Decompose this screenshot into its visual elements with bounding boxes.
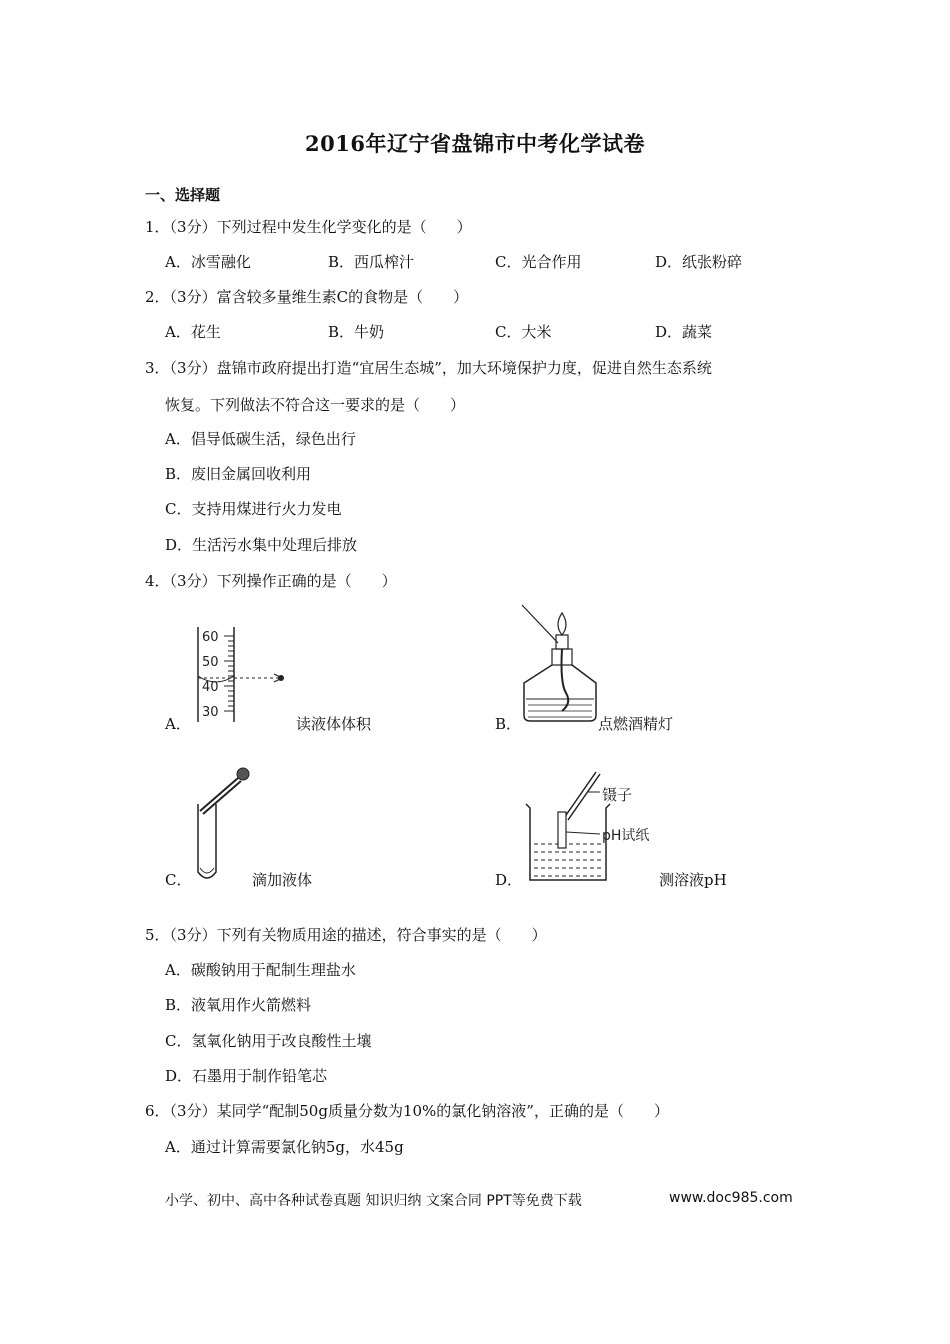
question-2-option-c: C．大米 (495, 323, 552, 341)
figure-c-letter: C． (165, 871, 192, 889)
question-2-option-b: B．牛奶 (328, 323, 385, 341)
question-3-option-d: D．生活污水集中处理后排放 (165, 536, 358, 554)
scale-label-60: 60 (202, 630, 219, 645)
question-2-option-a: A．花生 (165, 323, 221, 341)
figure-b-caption: 点燃酒精灯 (598, 715, 674, 733)
footer-link[interactable]: www.doc985.com (669, 1190, 793, 1206)
figure-a-caption: 读液体体积 (296, 715, 372, 733)
scale-label-40: 40 (202, 680, 219, 695)
graduated-cylinder-figure (188, 622, 298, 730)
figure-b-letter: B． (495, 715, 522, 733)
ph-paper-label: pH试纸 (602, 828, 650, 844)
page-title: 2016年辽宁省盘锦市中考化学试卷 (305, 131, 645, 156)
question-5-stem: 5．（3分）下列有关物质用途的描述，符合事实的是（ ） (145, 926, 547, 944)
question-5-option-b: B．液氧用作火箭燃料 (165, 996, 312, 1014)
question-1-option-c: C．光合作用 (495, 253, 582, 271)
tweezers-label: 镊子 (602, 786, 633, 804)
scale-label-30: 30 (202, 705, 219, 720)
question-5-option-d: D．石墨用于制作铅笔芯 (165, 1067, 328, 1085)
question-5-option-c: C．氢氧化钠用于改良酸性土壤 (165, 1032, 372, 1050)
figure-d-caption: 测溶液pH (659, 871, 727, 889)
question-3-stem: 3．（3分）盘锦市政府提出打造“宜居生态城”，加大环境保护力度，促进自然生态系统 (145, 359, 712, 377)
dropper-test-tube-figure (190, 764, 260, 889)
question-2-option-d: D．蔬菜 (655, 323, 713, 341)
question-6-stem: 6．（3分）某同学“配制50g质量分数为10%的氯化钠溶液”，正确的是（ ） (145, 1102, 669, 1120)
question-3-option-b: B．废旧金属回收利用 (165, 465, 312, 483)
figure-a-letter: A． (165, 715, 191, 733)
question-1-option-d: D．纸张粉碎 (655, 253, 743, 271)
figure-c-caption: 滴加液体 (252, 871, 313, 889)
scale-label-50: 50 (202, 655, 219, 670)
question-3-stem-continued: 恢复。下列做法不符合这一要求的是（ ） (165, 396, 466, 414)
beaker-ph-paper-figure (520, 768, 660, 886)
section-heading: 一、选择题 (145, 186, 221, 204)
footer-text: 小学、初中、高中各种试卷真题 知识归纳 文案合同 PPT等免费下载 (165, 1193, 582, 1209)
figure-d-letter: D． (495, 871, 523, 889)
question-1-option-a: A．冰雪融化 (165, 253, 251, 271)
question-3-option-a: A．倡导低碳生活，绿色出行 (165, 430, 356, 448)
question-1-option-b: B．西瓜榨汁 (328, 253, 415, 271)
question-6-option-a: A．通过计算需要氯化钠5g，水45g (165, 1138, 404, 1156)
alcohol-lamp-figure (518, 603, 598, 728)
question-2-stem: 2．（3分）富含较多量维生素C的食物是（ ） (145, 288, 469, 306)
question-4-stem: 4．（3分）下列操作正确的是（ ） (145, 572, 397, 590)
question-5-option-a: A．碳酸钠用于配制生理盐水 (165, 961, 356, 979)
question-3-option-c: C．支持用煤进行火力发电 (165, 500, 342, 518)
question-1-stem: 1．（3分）下列过程中发生化学变化的是（ ） (145, 218, 472, 236)
